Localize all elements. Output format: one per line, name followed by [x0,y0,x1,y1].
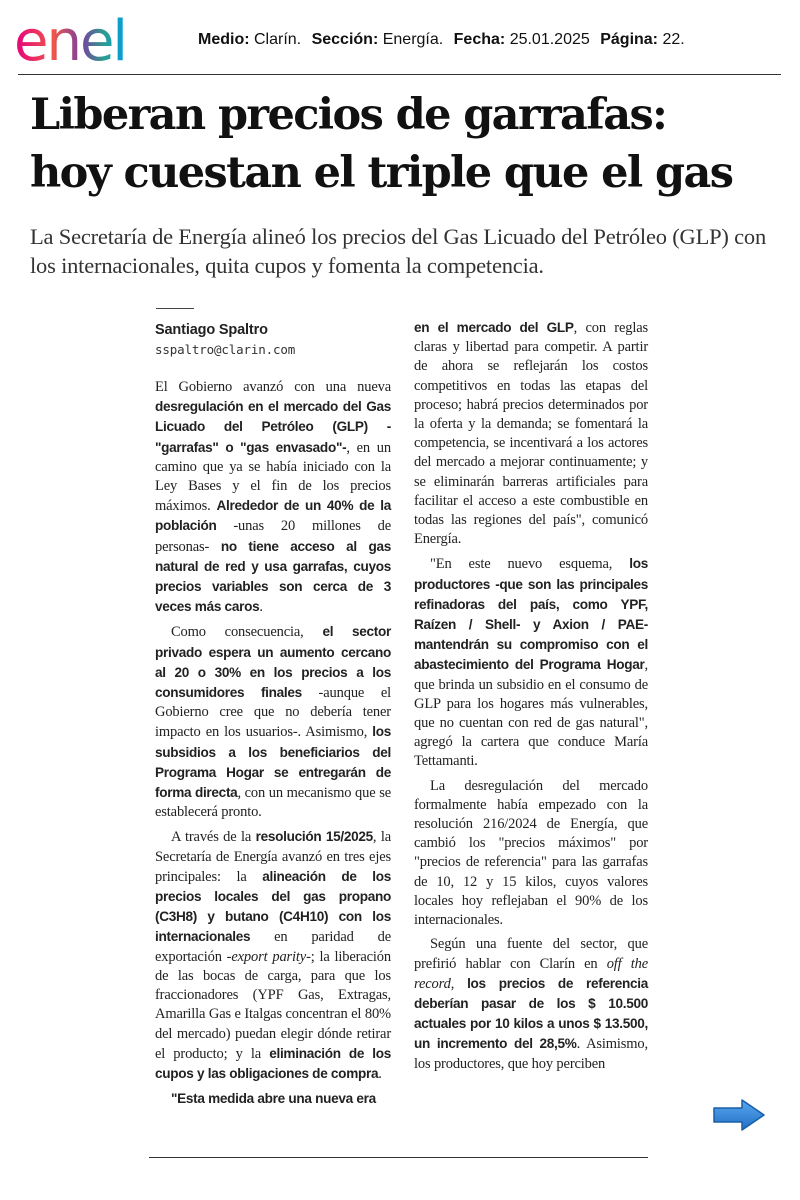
article-column-right [414,318,648,1079]
paragraph [414,935,648,1073]
text-run: , en un camino que ya se había iniciado con la Ley Bases y el fin de los precios máximos. [155,439,391,515]
fecha-value: 25.01.2025 [509,31,590,48]
text-run: , que brinda un subsidio en el consumo de GLP para los hogares más vulnerables, que no cuentan con red de gas natural", agregó la cartera que conduce María Tettamanti. [414,657,648,770]
logo-text: enel [14,9,126,68]
clipping-metadata [198,31,685,49]
bold-text: el sector privado espera un aumento cercano al 20 o 30% en los precios a los consumidores finales [155,624,392,701]
medio-value: Clarín. [254,31,302,48]
bold-text: "Esta medida abre una nueva era [171,1091,376,1107]
pagina-value: 22. [662,31,685,48]
author-email: sspaltro@clarin.com [155,342,296,357]
left-column-body [155,378,391,1109]
text-run: . [259,599,263,616]
bold-text: los precios de referencia deberían pasar de los $ 10.500 actuales por 10 kilos a unos $ 13.500, un incremento del 28,5% [414,975,648,1052]
text-run: El Gobierno avanzó con una nueva [155,379,391,395]
paragraph [155,378,391,617]
bold-text: Alrededor de un 40% de la población [155,498,391,534]
footer-divider [149,1157,648,1158]
right-column-body [414,318,648,1074]
headline-line-1: Liberan precios de garrafas: [30,90,667,140]
pagina-label: Página: [600,31,659,48]
seccion-label: Sección: [311,31,379,48]
bold-text: no tiene acceso al gas natural de red y usa garrafas, cuyos precios variables son cerca de 3 veces más caros [155,538,391,615]
text-run: "En este nuevo esquema, [430,556,630,573]
paragraph [414,554,648,771]
bold-text: resolución 15/2025 [255,829,373,845]
headline [30,86,790,202]
text-run: -unas 20 millones de personas- [155,518,391,555]
paragraph [414,318,648,549]
author-name: Santiago Spaltro [155,322,268,338]
text-run: Según una fuente del sector, que prefirió hablar con Clarín en [414,936,648,972]
italic-text: off the record [414,955,648,992]
italic-text: export parity [231,948,307,965]
text-run: La desregulación del mercado formalmente había empezado con la resolución 216/2024 de Energía, que cambió los "precios máximos" por "precios de referencia" para las garrafas de 10, 12 y 15 kilos, cuyos valores locales hoy reflejaban el 90% de los internacionales. [414,777,648,929]
bold-text: en el mercado del GLP [414,320,574,335]
bold-text: los productores -que son las principales refinadoras del país, como YPF, Raízen / Shell- y Axion / PAE- mantendrán su compromiso con el abastecimiento del Programa Hogar [414,556,648,673]
byline-rule [156,308,194,309]
text-run: , con reglas claras y libertad para competir. A partir de ahora se reflejarán los costos competitivos en todas las etapas del proceso; habrá precios determinados por la oferta y la demanda; se fomentará la competencia, se incentivará a los actores del mercado a mejorar continuamente; y se eliminarán barreras artificiales para facilitar el acceso a este combustible en todas las regiones del país", comunicó Energía. [414,320,648,548]
text-run: , con un mecanismo que se establecerá pronto. [155,785,391,821]
paragraph [155,1089,391,1109]
deck: La Secretaría de Energía alineó los precios del Gas Licuado del Petróleo (GLP) con los internacionales, quita cupos y fomenta la competencia. [30,224,767,278]
text-run: , la Secretaría de Energía avanzó en tres ejes principales: la [155,829,391,885]
fecha-label: Fecha: [453,31,506,48]
text-run: en paridad de exportación - [155,929,391,965]
medio-label: Medio: [198,31,250,48]
headline-line-2: hoy cuestan el triple que el gas [30,148,733,198]
bold-text: desregulación en el mercado del Gas Licuado del Petróleo (GLP) - "garrafas" o "gas envasado"- [155,399,391,455]
seccion-value: Energía. [382,31,444,48]
text-run: . Asimismo, los productores, que hoy perciben [414,1036,649,1072]
text-run: -; la liberación de las bocas de carga, para que los fraccionadores (YPF Gas, Extragas, Amarilla Gas e Italgas concentran el 80% del mercado) puedan elegir dónde retirar el producto; y la [155,948,392,1062]
paragraph [155,622,391,822]
text-run: Como consecuencia, [171,624,323,641]
text-run: A través de la [171,829,256,846]
enel-logo [14,8,170,68]
bold-text: los subsidios a los beneficiarios del Programa Hogar se entregarán de forma directa [155,724,391,801]
text-run: , [450,975,468,992]
bold-text: eliminación de los cupos y las obligaciones de compra [155,1045,391,1081]
text-run: . [378,1065,382,1082]
text-run: -aunque el Gobierno cree que no debería tener impacto en los usuarios-. Asimismo, [155,685,391,741]
arrow-right-icon[interactable] [712,1098,766,1132]
bold-text: alineación de los precios locales del gas propano (C3H8) y butano (C4H10) con los internacionales [155,868,391,945]
paragraph [155,827,391,1084]
article-column-left [155,320,391,1114]
header-divider [18,74,781,75]
paragraph [414,777,648,931]
